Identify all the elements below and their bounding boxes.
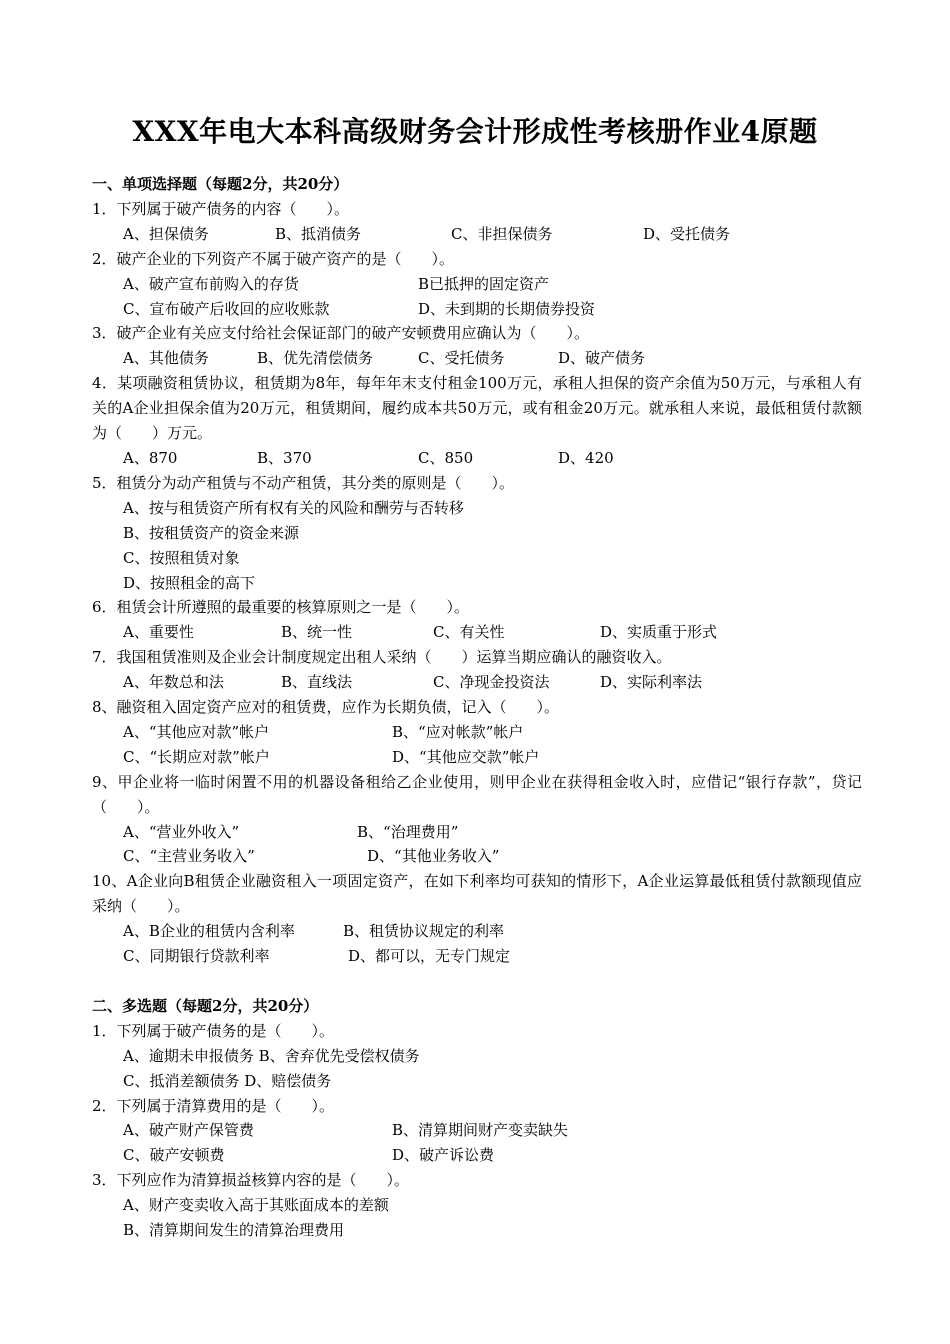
option-c: C、净现金投资法 (433, 673, 550, 692)
option-d: D、都可以，无专门规定 (348, 947, 511, 966)
question-stem: 3．破产企业有关应支付给社会保证部门的破产安顿费用应确认为（ ）。 (92, 324, 590, 343)
option-d: D、未到期的长期债券投资 (418, 299, 596, 318)
section-heading-multiple-choice: 二、多选题（每题2分，共20分） (92, 996, 319, 1015)
option-a: A、B企业的租赁内含利率 (123, 922, 295, 941)
question-stem: 5．租赁分为动产租赁与不动产租赁，其分类的原则是（ ）。 (92, 473, 515, 492)
option-a: A、870 (123, 448, 178, 467)
option-d: D、实质重于形式 (600, 623, 718, 642)
option-row (92, 297, 862, 322)
option-c: C、受托债务 (418, 349, 505, 368)
option-b: B、抵消债务 (275, 224, 362, 243)
option-b: B、370 (257, 448, 312, 467)
option-row: B、清算期间发生的清算治理费用 (123, 1221, 345, 1240)
option-row (92, 346, 862, 371)
option-row: A、按与租赁资产所有权有关的风险和酬劳与否转移 (123, 498, 464, 517)
option-c: C、“长期应对款”帐户 (123, 747, 270, 766)
option-row (92, 1118, 862, 1143)
option-row (92, 222, 862, 247)
option-b: B、直线法 (281, 673, 353, 692)
option-row (92, 720, 862, 745)
option-row: A、逾期未申报债务 B、舍弃优先受偿权债务 (123, 1046, 420, 1065)
question-stem: 4．某项融资租赁协议，租赁期为8年，每年年末支付租金100万元，承租人担保的资产余值为50万元，与承租人有关的A企业担保余值为20万元，租赁期间，履约成本共50万元，或有租金20万元。就承租人来说，最低租赁付款额为（ ）万元。 (92, 374, 862, 443)
option-a: A、担保债务 (123, 224, 209, 243)
question-stem: 3．下列应作为清算损益核算内容的是（ ）。 (92, 1171, 410, 1190)
option-row (92, 844, 862, 869)
option-d: D、破产诉讼费 (392, 1146, 495, 1165)
option-row (92, 620, 862, 645)
question-stem: 9、甲企业将一临时闲置不用的机器设备租给乙企业使用，则甲企业在获得租金收入时，应借记“银行存款”，贷记（ ）。 (92, 772, 862, 816)
option-row (92, 1143, 862, 1168)
option-row (92, 919, 862, 944)
question-stem: 6．租赁会计所遵照的最重要的核算原则之一是（ ）。 (92, 598, 470, 617)
question-stem: 7．我国租赁准则及企业会计制度规定出租人采纳（ ）运算当期应确认的融资收入。 (92, 648, 672, 667)
option-row: A、财产变卖收入高于其账面成本的差额 (123, 1196, 389, 1215)
question-stem: 8、融资租入固定资产应对的租赁费，应作为长期负债，记入（ ）。 (92, 698, 560, 717)
option-b: B、统一性 (281, 623, 353, 642)
option-c: C、850 (418, 448, 474, 467)
section-heading-single-choice: 一、单项选择题（每题2分，共20分） (92, 175, 349, 193)
option-a: A、年数总和法 (123, 673, 224, 692)
option-row (92, 272, 862, 297)
option-row (92, 745, 862, 770)
option-row (92, 670, 862, 695)
option-c: C、非担保债务 (451, 224, 553, 243)
option-d: D、420 (558, 448, 614, 467)
option-c: C、同期银行贷款利率 (123, 947, 270, 966)
option-a: A、“其他应对款”帐户 (123, 722, 270, 741)
option-b: B已抵押的固定资产 (418, 274, 550, 293)
option-c: C、破产安顿费 (123, 1146, 225, 1165)
document-title: XXX年电大本科高级财务会计形成性考核册作业4原题 (132, 115, 818, 148)
option-a: A、“营业外收入” (123, 822, 240, 841)
question-stem: 2．破产企业的下列资产不属于破产资产的是（ ）。 (92, 249, 455, 268)
option-row (92, 820, 862, 845)
option-row: B、按租赁资产的资金来源 (123, 523, 300, 542)
option-a: A、破产财产保管费 (123, 1121, 254, 1140)
question-stem: 1．下列属于破产债务的是（ ）。 (92, 1021, 335, 1040)
option-row: D、按照租金的高下 (123, 573, 256, 592)
option-a: A、破产宣布前购入的存货 (123, 274, 299, 293)
option-b: B、租赁协议规定的利率 (343, 922, 505, 941)
option-c: C、“主营业务收入” (123, 847, 255, 866)
option-c: C、有关性 (433, 623, 505, 642)
option-a: A、其他债务 (123, 349, 209, 368)
option-d: D、受托债务 (643, 224, 731, 243)
question-stem: 2．下列属于清算费用的是（ ）。 (92, 1096, 335, 1115)
option-a: A、重要性 (123, 623, 194, 642)
option-d: D、“其他业务收入” (367, 847, 500, 866)
question-stem: 1．下列属于破产债务的内容（ ）。 (92, 199, 350, 218)
option-d: D、破产债务 (558, 349, 646, 368)
option-c: C、宣布破产后收回的应收账款 (123, 299, 330, 318)
option-b: B、“应对帐款”帐户 (392, 722, 524, 741)
option-d: D、“其他应交款”帐户 (392, 747, 540, 766)
option-row (92, 446, 862, 471)
question-stem: 10、A企业向B租赁企业融资租入一项固定资产，在如下利率均可获知的情形下，A企业运算最低租赁付款额现值应采纳（ ）。 (92, 872, 862, 916)
option-b: B、“治理费用” (357, 822, 459, 841)
option-row: C、按照租赁对象 (123, 548, 240, 567)
option-d: D、实际利率法 (600, 673, 703, 692)
option-row: C、抵消差额债务 D、赔偿债务 (123, 1071, 332, 1090)
document-body (92, 172, 862, 1243)
option-b: B、优先清偿债务 (257, 349, 374, 368)
option-b: B、清算期间财产变卖缺失 (392, 1121, 569, 1140)
option-row (92, 944, 862, 969)
